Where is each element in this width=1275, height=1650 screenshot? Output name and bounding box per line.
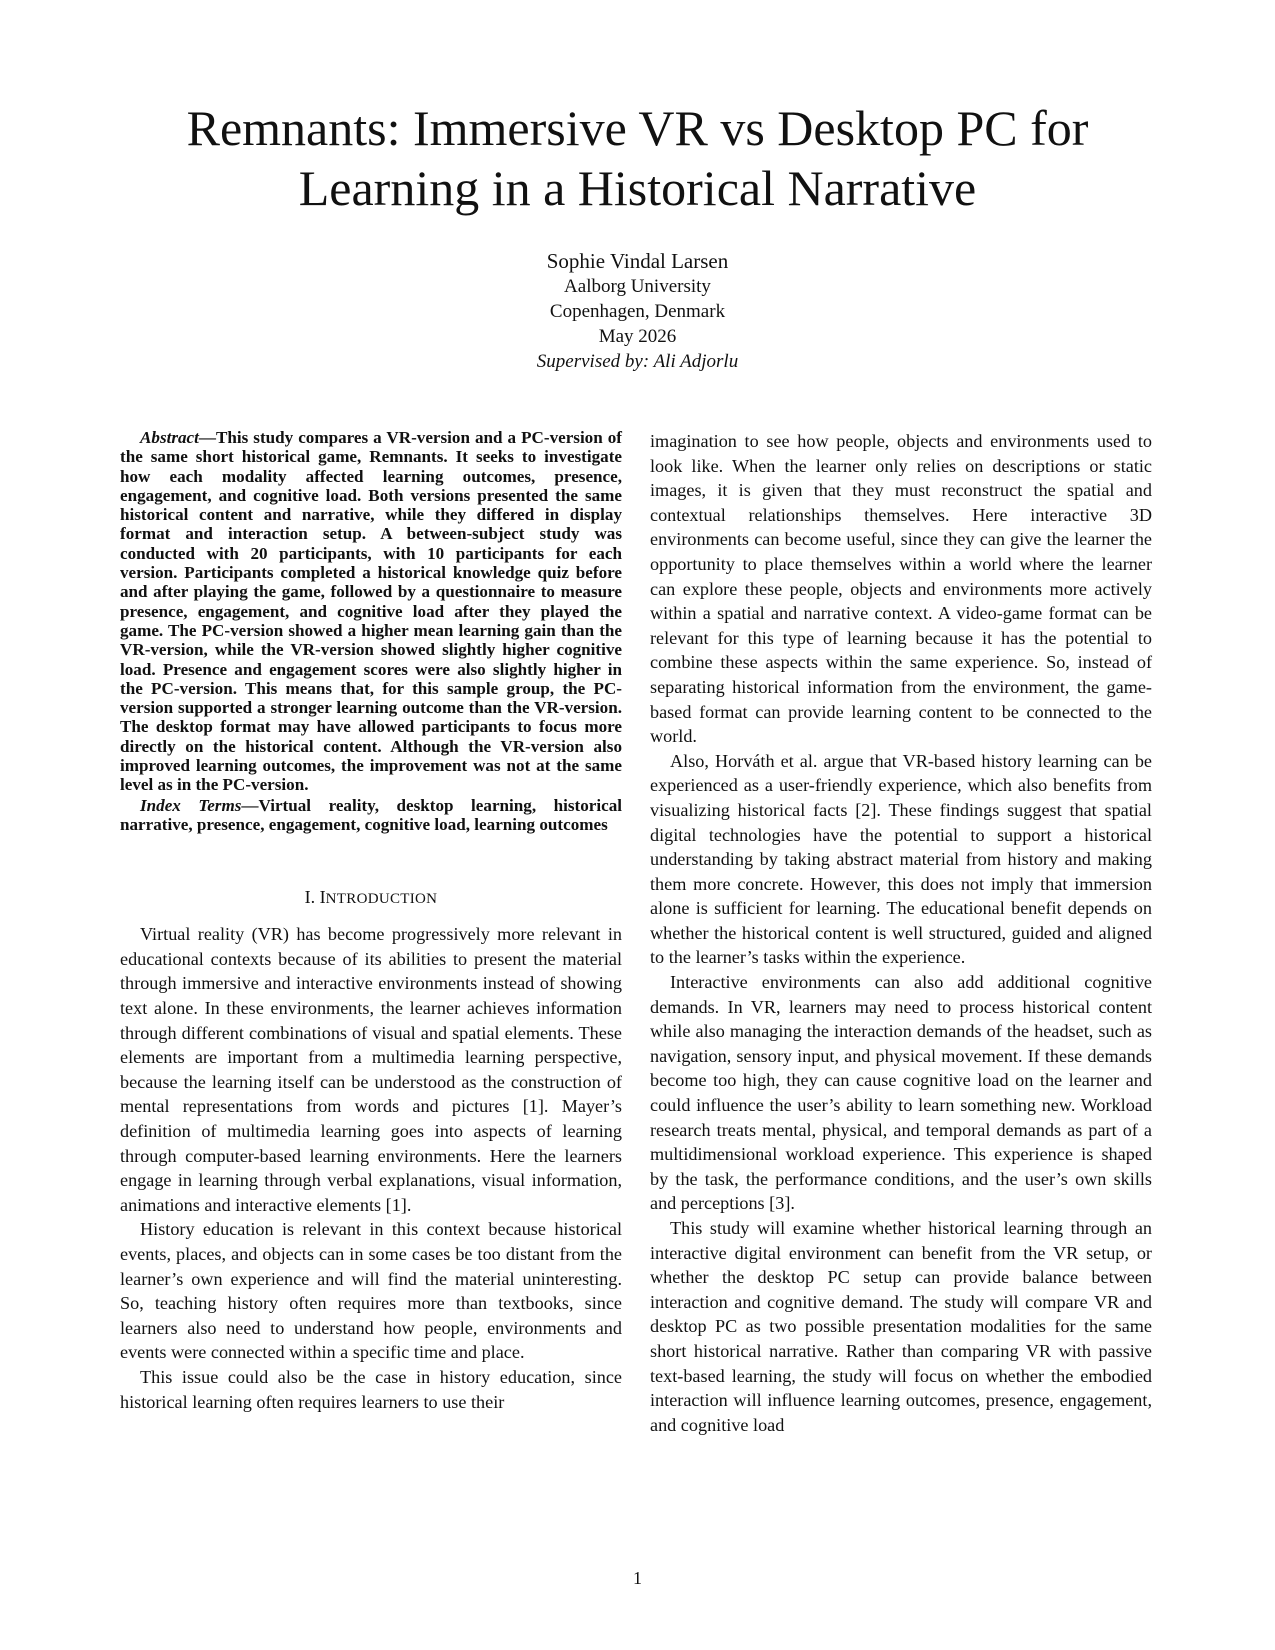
- title-line-1: Remnants: Immersive VR vs Desktop PC for: [186, 100, 1089, 156]
- paper-date: May 2026: [598, 326, 677, 347]
- paper-title: [0, 98, 1275, 218]
- paragraph: Virtual reality (VR) has become progressively more relevant in educational contexts because of its abilities to present the material through immersive and interactive environments instead of showing text alone. In these environments, the learner achieves information through different combinations of visual and spatial elements. These elements are important from a multimedia learning perspective, because the learning itself can be understood as the construction of mental representations from words and pictures [1]. Mayer’s definition of multimedia learning goes into aspects of learning through computer-based learning environments. Here the learners engage in learning through verbal explanations, visual information, animations and interactive elements [1].: [120, 924, 622, 1215]
- section-title-rest: NTRODUCTION: [325, 891, 438, 908]
- index-terms: Index Terms—Virtual reality, desktop learning, historical narrative, presence, engagement, cognitive load, learning outcomes: [120, 795, 622, 834]
- right-column: [650, 429, 1152, 1437]
- author-location: Copenhagen, Denmark: [549, 301, 726, 322]
- index-terms-text: Virtual reality, desktop learning, historical narrative, presence, engagement, cognitive load, learning outcomes: [120, 795, 622, 834]
- abstract-label: Abstract: [140, 428, 199, 447]
- paragraph: History education is relevant in this context because historical events, places, and objects can in some cases be too distant from the learner’s own experience and will find the material uninteresting. So, teaching history often requires more than textbooks, since learners also need to understand how people, environments and events were connected within a specific time and place.: [120, 1219, 622, 1363]
- abstract-text: This study compares a VR-version and a PC-version of the same short historical game, Remnants. It seeks to investigate how each modality affected learning outcomes, presence, engagement, and cognitive load. Both versions presented the same historical content and narrative, while they differed in display format and interaction setup. A between-subject study was conducted with 20 participants, with 10 participants for each version. Participants completed a historical knowledge quiz before and after playing the game, followed by a questionnaire to measure presence, engagement, and cognitive load after they played the game. The PC-version showed a higher mean learning gain than the VR-version, while the VR-version showed slightly higher cognitive load. Presence and engagement scores were also slightly higher in the PC-version. This means that, for this sample group, the PC-version supported a stronger learning outcome than the VR-version. The desktop format may have allowed participants to focus more directly on the historical content. Although the VR-version also improved learning outcomes, the improvement was not at the same level as in the PC-version.: [120, 428, 622, 795]
- section-number: I.: [304, 887, 316, 908]
- section-title-initial: I: [319, 887, 326, 908]
- left-column: [120, 428, 622, 1414]
- author-block: [0, 248, 1275, 374]
- title-line-2: Learning in a Historical Narrative: [298, 160, 977, 216]
- section-heading-introduction: [120, 886, 622, 910]
- index-terms-label: Index Terms: [140, 795, 242, 815]
- author-name: Sophie Vindal Larsen: [546, 249, 729, 273]
- paragraph: Also, Horváth et al. argue that VR-based history learning can be experienced as a user-friendly experience, which also benefits from visualizing historical facts [2]. These findings suggest that spatial digital technologies have the potential to support a historical understanding by taking abstract material from history and making them more concrete. However, this does not imply that immersion alone is sufficient for learning. The educational benefit depends on whether the historical content is well structured, guided and aligned to the learner’s tasks within the experience.: [650, 750, 1152, 968]
- supervisor: Supervised by: Ali Adjorlu: [536, 351, 739, 372]
- author-affiliation: Aalborg University: [564, 276, 711, 297]
- paragraph: Interactive environments can also add additional cognitive demands. In VR, learners may need to process historical content while also managing the interaction demands of the headset, such as navigation, sensory input, and physical movement. If these demands become too high, they can cause cognitive load on the learner and could influence the user’s ability to learn something new. Workload research treats mental, physical, and temporal demands as part of a multidimensional workload experience. This experience is shaped by the task, the performance conditions, and the user’s own skills and perceptions [3].: [650, 972, 1152, 1214]
- paragraph: imagination to see how people, objects and environments used to look like. When the learner only relies on descriptions or static images, it is given that they must reconstruct the spatial and contextual relationships themselves. Here interactive 3D environments can become useful, since they can give the learner the opportunity to place themselves within a world where the learner can explore these people, objects and environments more actively within a spatial and narrative context. A video-game format can be relevant for this type of learning because it has the potential to combine these aspects within the same experience. So, instead of separating historical information from the environment, the game-based format can provide learning content to be connected to the world.: [650, 431, 1152, 747]
- paragraph: This study will examine whether historical learning through an interactive digital environment can benefit from the VR setup, or whether the desktop PC setup can provide balance between interaction and cognitive demand. The study will compare VR and desktop PC as two possible presentation modalities for the same short historical narrative. Rather than comparing VR with passive text-based learning, the study will focus on whether the embodied interaction will influence learning outcomes, presence, engagement, and cognitive load: [650, 1218, 1152, 1435]
- page-number: 1: [633, 1568, 642, 1588]
- abstract: Abstract—This study compares a VR-version and a PC-version of the same short historical game, Remnants. It seeks to investigate how each modality affected learning outcomes, presence, engagement, and cognitive load. Both versions presented the same historical content and narrative, while they differed in display format and interaction setup. A between-subject study was conducted with 20 participants, with 10 participants for each version. Participants completed a historical knowledge quiz before and after playing the game, followed by a questionnaire to measure presence, engagement, and cognitive load after they played the game. The PC-version showed a higher mean learning gain than the VR-version, while the VR-version showed slightly higher cognitive load. Presence and engagement scores were also slightly higher in the PC-version. This means that, for this sample group, the PC-version supported a stronger learning outcome than the VR-version. The desktop format may have allowed participants to focus more directly on the historical content. Although the VR-version also improved learning outcomes, the improvement was not at the same level as in the PC-version.: [120, 428, 622, 795]
- paragraph: This issue could also be the case in history education, since historical learning often requires learners to use their: [120, 1366, 622, 1412]
